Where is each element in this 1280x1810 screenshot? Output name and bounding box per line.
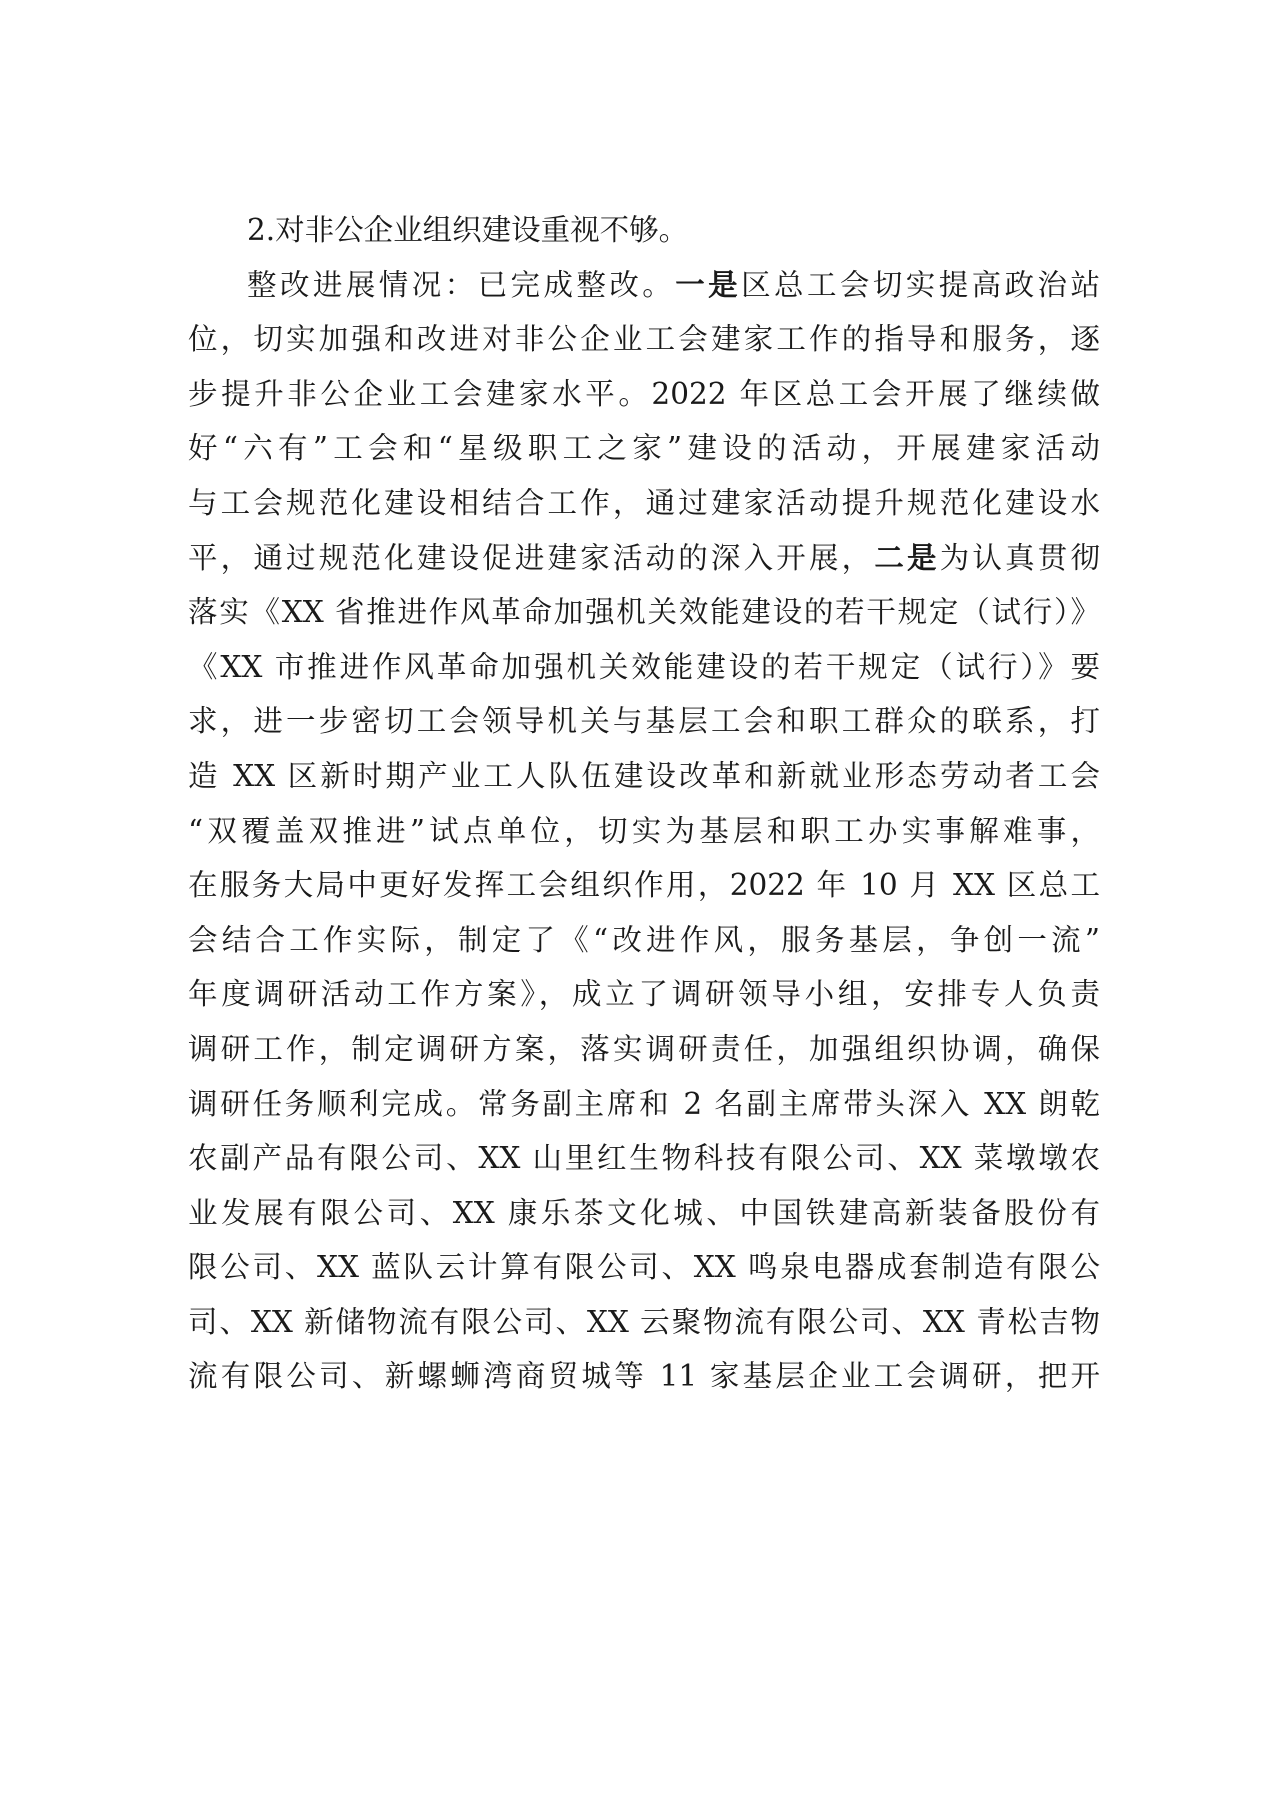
bold-marker: 一是 — [675, 266, 742, 302]
paragraph-line: 步提升非公企业工会建家水平。2022 年区总工会开展了继续做 — [188, 376, 1100, 411]
paragraph-line: 与工会规范化建设相结合工作，通过建家活动提升规范化建设水 — [188, 485, 1100, 520]
paragraph-line: 好“六有”工会和“星级职工之家”建设的活动，开展建家活动 — [188, 431, 1100, 466]
line-text: 整改进展情况：已完成整改。 — [247, 267, 676, 302]
paragraph-line: 业发展有限公司、XX 康乐茶文化城、中国铁建高新装备股份有 — [188, 1195, 1100, 1230]
paragraph-line: “双覆盖双推进”试点单位，切实为基层和职工办实事解难事， — [188, 813, 1100, 848]
line-text: 为认真贯彻 — [939, 540, 1100, 575]
paragraph-line: 调研任务顺利完成。常务副主席和 2 名副主席带头深入 XX 朗乾 — [188, 1086, 1100, 1121]
paragraph-line: 在服务大局中更好发挥工会组织作用，2022 年 10 月 XX 区总工 — [188, 868, 1100, 903]
paragraph-line: 会结合工作实际，制定了《“改进作风，服务基层，争创一流” — [188, 922, 1100, 957]
paragraph-line: 司、XX 新储物流有限公司、XX 云聚物流有限公司、XX 青松吉物 — [188, 1304, 1100, 1339]
paragraph-line — [188, 258, 1100, 313]
document-body — [188, 203, 1100, 1404]
line-text: 区总工会切实提高政治站 — [741, 267, 1100, 302]
paragraph-line: 限公司、XX 蓝队云计算有限公司、XX 鸣泉电器成套制造有限公 — [188, 1250, 1100, 1285]
paragraph-line: 农副产品有限公司、XX 山里红生物科技有限公司、XX 菜墩墩农 — [188, 1141, 1100, 1176]
paragraph-line: 造 XX 区新时期产业工人队伍建设改革和新就业形态劳动者工会 — [188, 758, 1100, 793]
paragraph-line: 《XX 市推进作风革命加强机关效能建设的若干规定（试行）》要 — [188, 649, 1100, 684]
paragraph-line: 求，进一步密切工会领导机关与基层工会和职工群众的联系，打 — [188, 704, 1100, 739]
bold-marker: 二是 — [874, 539, 940, 575]
paragraph-line: 流有限公司、新螺蛳湾商贸城等 11 家基层企业工会调研，把开 — [188, 1359, 1100, 1394]
paragraph-line: 调研工作，制定调研方案，落实调研责任，加强组织协调，确保 — [188, 1031, 1100, 1066]
paragraph-line: 年度调研活动工作方案》，成立了调研领导小组，安排专人负责 — [188, 977, 1100, 1012]
paragraph-line: 位，切实加强和改进对非公企业工会建家工作的指导和服务，逐 — [188, 322, 1100, 357]
paragraph-line — [188, 531, 1100, 586]
line-text: 平，通过规范化建设促进建家活动的深入开展， — [188, 540, 875, 575]
section-heading: 2.对非公企业组织建设重视不够。 — [247, 213, 689, 247]
paragraph-line: 落实《XX 省推进作风革命加强机关效能建设的若干规定（试行）》 — [188, 595, 1100, 630]
